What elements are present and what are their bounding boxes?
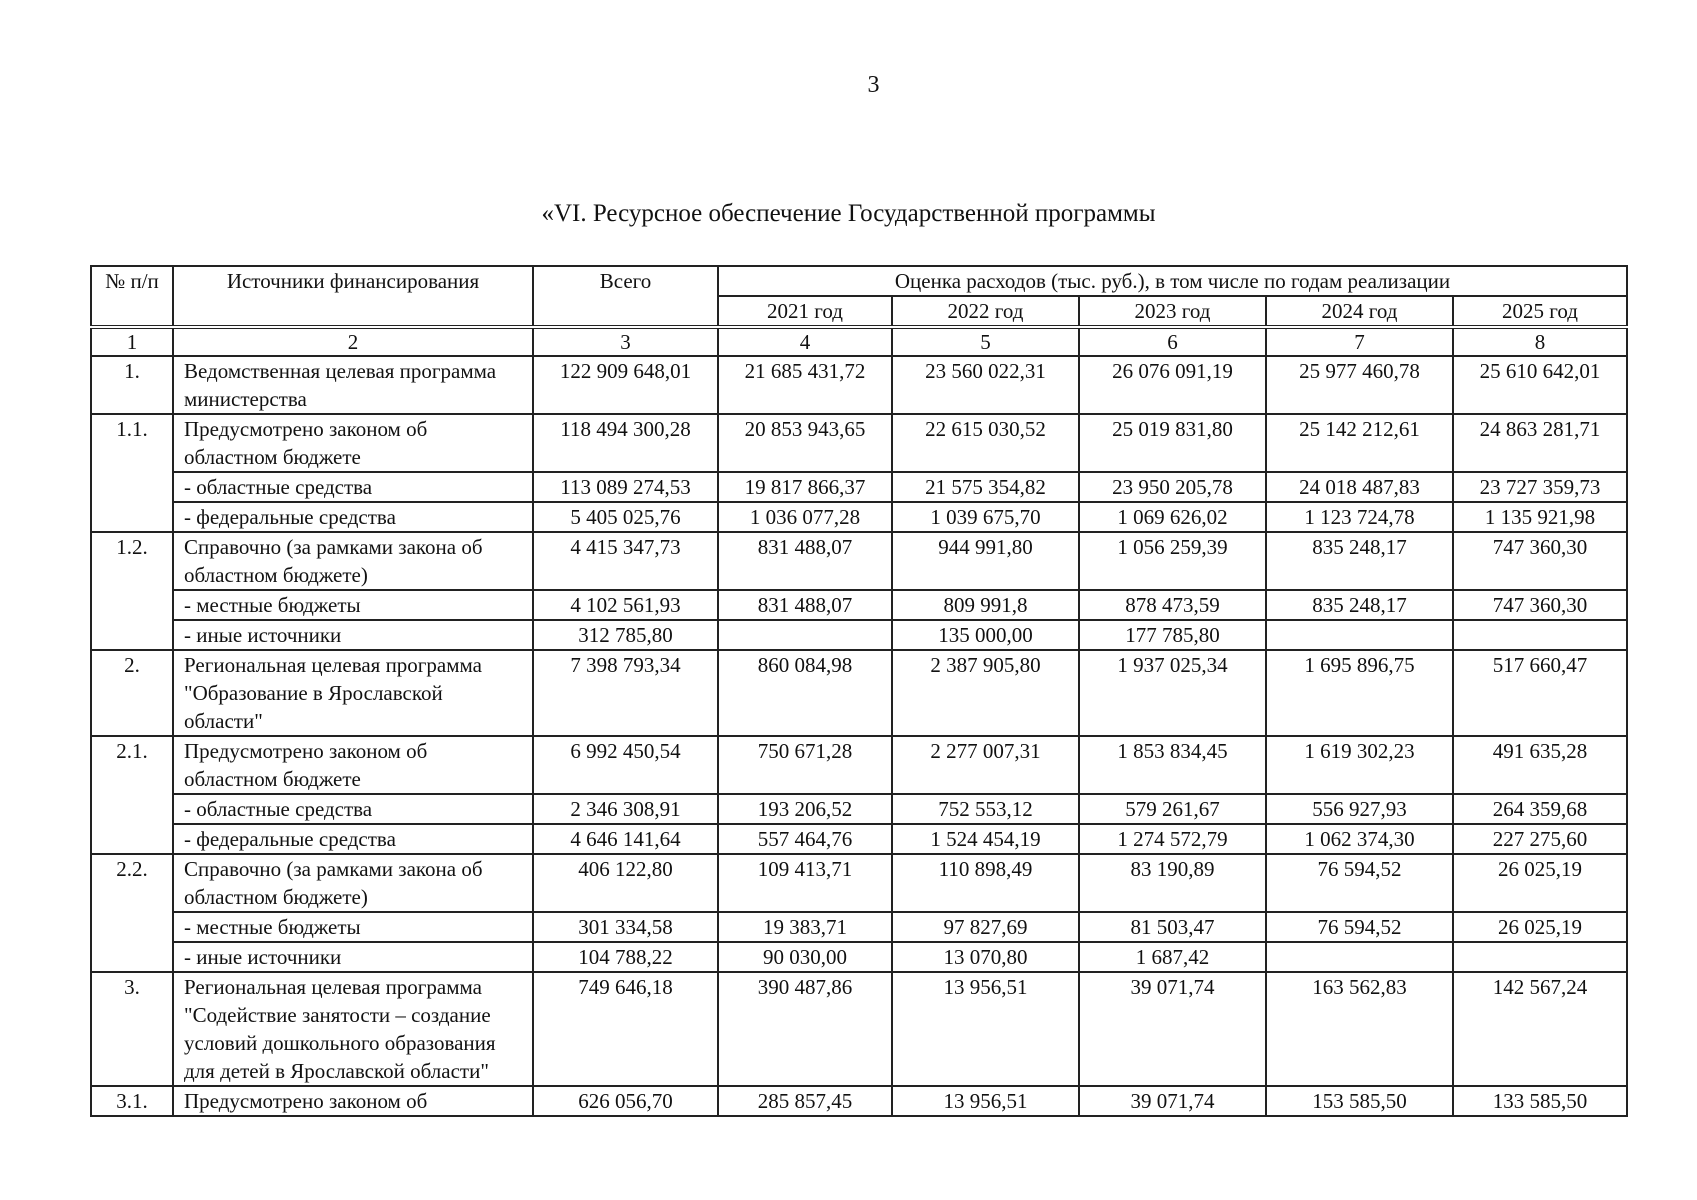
year-value: 747 360,30 — [1453, 590, 1627, 620]
year-value: 39 071,74 — [1079, 1086, 1266, 1116]
year-value: 579 261,67 — [1079, 794, 1266, 824]
year-value: 81 503,47 — [1079, 912, 1266, 942]
funding-source: - местные бюджеты — [173, 912, 533, 942]
year-value: 25 142 212,61 — [1266, 414, 1453, 472]
year-value: 285 857,45 — [718, 1086, 892, 1116]
year-value: 2 277 007,31 — [892, 736, 1079, 794]
year-value: 1 695 896,75 — [1266, 650, 1453, 736]
funding-source: Справочно (за рамками закона об областном бюджете) — [173, 854, 533, 912]
year-value: 24 018 487,83 — [1266, 472, 1453, 502]
year-value: 831 488,07 — [718, 590, 892, 620]
row-number: 1. — [91, 356, 173, 414]
year-value: 1 123 724,78 — [1266, 502, 1453, 532]
year-value: 21 685 431,72 — [718, 356, 892, 414]
table-row — [91, 854, 1627, 912]
year-value: 153 585,50 — [1266, 1086, 1453, 1116]
year-value: 227 275,60 — [1453, 824, 1627, 854]
funding-source: - областные средства — [173, 794, 533, 824]
year-value: 1 937 025,34 — [1079, 650, 1266, 736]
year-value: 22 615 030,52 — [892, 414, 1079, 472]
year-value: 809 991,8 — [892, 590, 1079, 620]
funding-source: Предусмотрено законом об областном бюджете — [173, 736, 533, 794]
funding-source: - иные источники — [173, 620, 533, 650]
table-row — [91, 414, 1627, 472]
funding-source: - областные средства — [173, 472, 533, 502]
row-number: 2. — [91, 650, 173, 736]
funding-source: - федеральные средства — [173, 502, 533, 532]
year-value: 750 671,28 — [718, 736, 892, 794]
funding-source: Справочно (за рамками закона об областном бюджете) — [173, 532, 533, 590]
table-row — [91, 356, 1627, 414]
table-row — [91, 590, 1627, 620]
row-number: 3.1. — [91, 1086, 173, 1116]
year-value: 20 853 943,65 — [718, 414, 892, 472]
year-value: 491 635,28 — [1453, 736, 1627, 794]
funding-source: - федеральные средства — [173, 824, 533, 854]
year-value: 1 687,42 — [1079, 942, 1266, 972]
header-source: Источники финансирования — [173, 266, 533, 327]
year-value: 557 464,76 — [718, 824, 892, 854]
year-value: 25 019 831,80 — [1079, 414, 1266, 472]
table-row — [91, 972, 1627, 1086]
funding-source: Региональная целевая программа "Образование в Ярославской области" — [173, 650, 533, 736]
year-value: 109 413,71 — [718, 854, 892, 912]
table-row — [91, 942, 1627, 972]
row-number: 2.2. — [91, 854, 173, 972]
total-value: 406 122,80 — [533, 854, 718, 912]
year-value: 835 248,17 — [1266, 590, 1453, 620]
year-value: 25 977 460,78 — [1266, 356, 1453, 414]
year-value: 97 827,69 — [892, 912, 1079, 942]
index-cell: 6 — [1079, 327, 1266, 356]
table-row — [91, 472, 1627, 502]
funding-source: Региональная целевая программа "Содействие занятости – создание условий дошкольного образования для детей в Ярославской области" — [173, 972, 533, 1086]
year-value: 21 575 354,82 — [892, 472, 1079, 502]
page-number: 3 — [867, 72, 880, 98]
year-value: 19 383,71 — [718, 912, 892, 942]
year-value: 24 863 281,71 — [1453, 414, 1627, 472]
header-row-1 — [91, 266, 1627, 296]
year-value: 76 594,52 — [1266, 912, 1453, 942]
index-cell: 1 — [91, 327, 173, 356]
total-value: 749 646,18 — [533, 972, 718, 1086]
index-cell: 3 — [533, 327, 718, 356]
year-value: 110 898,49 — [892, 854, 1079, 912]
year-value: 25 610 642,01 — [1453, 356, 1627, 414]
year-value: 142 567,24 — [1453, 972, 1627, 1086]
year-value — [1266, 942, 1453, 972]
total-value: 626 056,70 — [533, 1086, 718, 1116]
year-value: 1 274 572,79 — [1079, 824, 1266, 854]
total-value: 301 334,58 — [533, 912, 718, 942]
year-value — [1266, 620, 1453, 650]
year-value: 556 927,93 — [1266, 794, 1453, 824]
year-value: 878 473,59 — [1079, 590, 1266, 620]
year-value: 1 619 302,23 — [1266, 736, 1453, 794]
year-value: 1 853 834,45 — [1079, 736, 1266, 794]
year-value: 193 206,52 — [718, 794, 892, 824]
header-year: 2024 год — [1266, 296, 1453, 327]
year-value: 1 524 454,19 — [892, 824, 1079, 854]
year-value: 1 056 259,39 — [1079, 532, 1266, 590]
year-value: 860 084,98 — [718, 650, 892, 736]
year-value: 13 956,51 — [892, 1086, 1079, 1116]
total-value: 2 346 308,91 — [533, 794, 718, 824]
year-value — [718, 620, 892, 650]
total-value: 122 909 648,01 — [533, 356, 718, 414]
row-number: 1.1. — [91, 414, 173, 532]
total-value: 4 646 141,64 — [533, 824, 718, 854]
year-value: 1 036 077,28 — [718, 502, 892, 532]
funding-source: - иные источники — [173, 942, 533, 972]
table-row — [91, 736, 1627, 794]
year-value: 13 956,51 — [892, 972, 1079, 1086]
year-value: 747 360,30 — [1453, 532, 1627, 590]
row-number: 2.1. — [91, 736, 173, 854]
index-cell: 8 — [1453, 327, 1627, 356]
table-row — [91, 1086, 1627, 1116]
year-value: 752 553,12 — [892, 794, 1079, 824]
year-value: 83 190,89 — [1079, 854, 1266, 912]
year-value: 23 560 022,31 — [892, 356, 1079, 414]
year-value: 1 135 921,98 — [1453, 502, 1627, 532]
funding-source: Ведомственная целевая программа министерства — [173, 356, 533, 414]
total-value: 118 494 300,28 — [533, 414, 718, 472]
funding-source: Предусмотрено законом об областном бюджете — [173, 414, 533, 472]
year-value — [1453, 620, 1627, 650]
index-cell: 5 — [892, 327, 1079, 356]
index-cell: 4 — [718, 327, 892, 356]
year-value: 1 062 374,30 — [1266, 824, 1453, 854]
year-value — [1453, 942, 1627, 972]
section-title: «VI. Ресурсное обеспечение Государственной программы — [541, 200, 1156, 227]
table-row — [91, 532, 1627, 590]
total-value: 4 415 347,73 — [533, 532, 718, 590]
year-value: 163 562,83 — [1266, 972, 1453, 1086]
row-number: 1.2. — [91, 532, 173, 650]
year-value: 23 950 205,78 — [1079, 472, 1266, 502]
table-row — [91, 794, 1627, 824]
year-value: 2 387 905,80 — [892, 650, 1079, 736]
header-estimate: Оценка расходов (тыс. руб.), в том числе по годам реализации — [718, 266, 1627, 296]
year-value: 517 660,47 — [1453, 650, 1627, 736]
year-value: 13 070,80 — [892, 942, 1079, 972]
year-value: 26 025,19 — [1453, 912, 1627, 942]
year-value: 90 030,00 — [718, 942, 892, 972]
index-cell: 2 — [173, 327, 533, 356]
year-value: 76 594,52 — [1266, 854, 1453, 912]
table-row — [91, 502, 1627, 532]
year-value: 19 817 866,37 — [718, 472, 892, 502]
resources-table — [90, 265, 1628, 1117]
row-number: 3. — [91, 972, 173, 1086]
total-value: 6 992 450,54 — [533, 736, 718, 794]
total-value: 5 405 025,76 — [533, 502, 718, 532]
total-value: 7 398 793,34 — [533, 650, 718, 736]
table-row — [91, 650, 1627, 736]
funding-source: - местные бюджеты — [173, 590, 533, 620]
resources-table-wrapper — [90, 265, 1628, 1117]
year-value: 26 076 091,19 — [1079, 356, 1266, 414]
index-cell: 7 — [1266, 327, 1453, 356]
year-value: 831 488,07 — [718, 532, 892, 590]
header-total: Всего — [533, 266, 718, 327]
header-year: 2022 год — [892, 296, 1079, 327]
total-value: 4 102 561,93 — [533, 590, 718, 620]
header-num: № п/п — [91, 266, 173, 327]
year-value: 133 585,50 — [1453, 1086, 1627, 1116]
year-value: 264 359,68 — [1453, 794, 1627, 824]
year-value: 177 785,80 — [1079, 620, 1266, 650]
header-year: 2021 год — [718, 296, 892, 327]
funding-source: Предусмотрено законом об — [173, 1086, 533, 1116]
table-row — [91, 912, 1627, 942]
year-value: 944 991,80 — [892, 532, 1079, 590]
total-value: 113 089 274,53 — [533, 472, 718, 502]
year-value: 23 727 359,73 — [1453, 472, 1627, 502]
header-year: 2023 год — [1079, 296, 1266, 327]
year-value: 835 248,17 — [1266, 532, 1453, 590]
total-value: 312 785,80 — [533, 620, 718, 650]
table-body — [91, 356, 1627, 1116]
header-index-row — [91, 327, 1627, 356]
year-value: 26 025,19 — [1453, 854, 1627, 912]
year-value: 1 039 675,70 — [892, 502, 1079, 532]
year-value: 135 000,00 — [892, 620, 1079, 650]
total-value: 104 788,22 — [533, 942, 718, 972]
table-row — [91, 824, 1627, 854]
year-value: 39 071,74 — [1079, 972, 1266, 1086]
header-year: 2025 год — [1453, 296, 1627, 327]
table-row — [91, 620, 1627, 650]
year-value: 390 487,86 — [718, 972, 892, 1086]
year-value: 1 069 626,02 — [1079, 502, 1266, 532]
